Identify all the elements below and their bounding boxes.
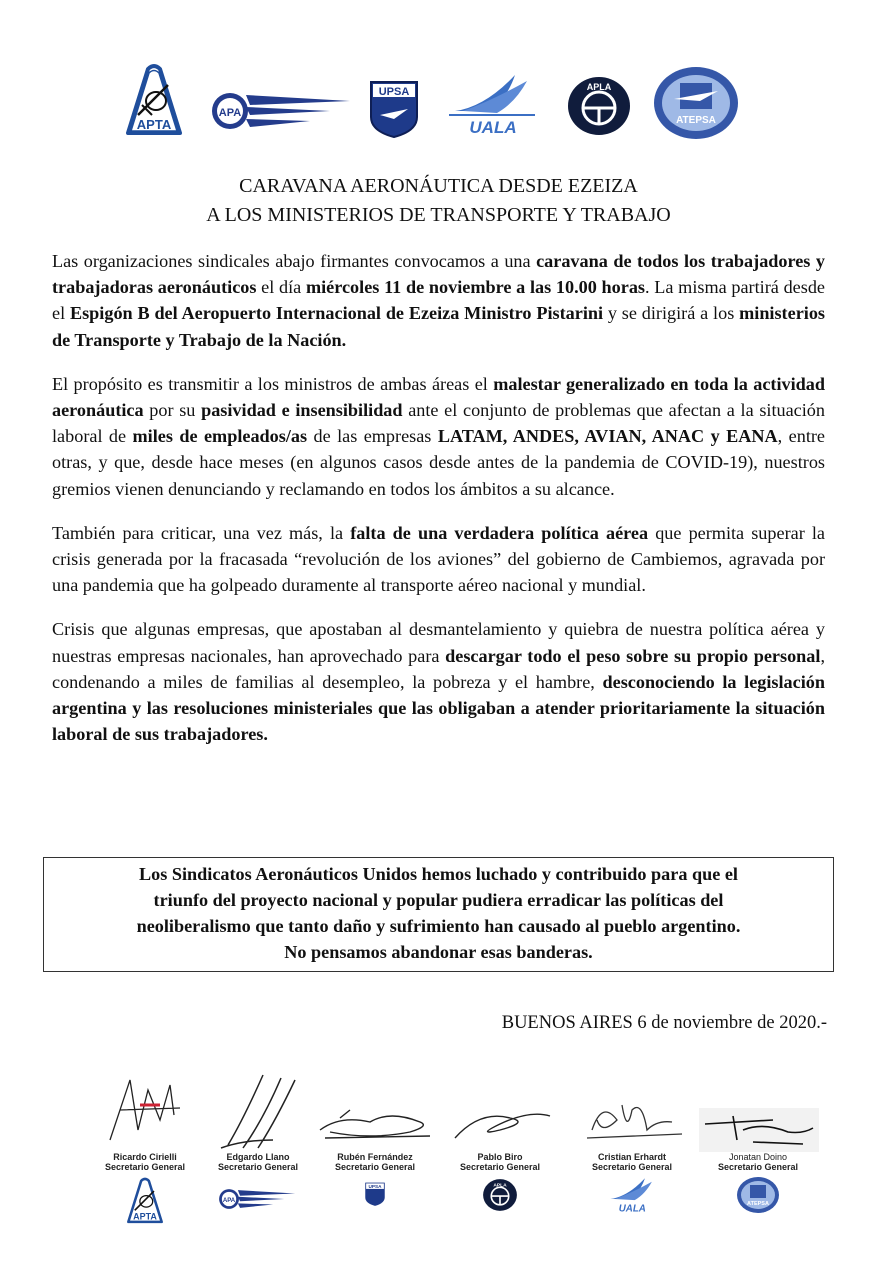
signer-role: Secretario General xyxy=(717,1162,799,1172)
atepsa-small-logo-text: ATEPSA xyxy=(747,1201,769,1207)
statement-line-4: No pensamos abandonar esas banderas. xyxy=(284,942,593,962)
body-run: El propósito es transmitir a los ministros de ambas áreas el xyxy=(52,373,494,394)
body-run: por su xyxy=(143,400,202,421)
apla-logo xyxy=(566,75,632,142)
signer-erhardt xyxy=(562,1060,702,1219)
body-run: ante el conjunto de problemas que afectan a la situación laboral de xyxy=(52,400,825,447)
body-run: . La misma partirá desde el xyxy=(52,277,825,324)
signer-doino xyxy=(688,1060,828,1219)
signer-name: Pablo Biro xyxy=(477,1152,523,1162)
union-logos-row xyxy=(100,55,750,145)
signer-name: Jonatan Doino xyxy=(728,1152,788,1162)
body-text xyxy=(52,248,825,765)
signer-name: Cristian Erhardt xyxy=(597,1152,666,1162)
body-run: de las empresas xyxy=(307,426,438,447)
signer-role: Secretario General xyxy=(459,1162,541,1172)
emphasis-text: pasividad e insensibilidad xyxy=(201,400,403,421)
apta-logo-text: APTA xyxy=(136,117,172,132)
document-title xyxy=(0,172,877,230)
signer-role: Secretario General xyxy=(217,1162,299,1172)
apa-small-logo xyxy=(218,1182,298,1216)
emphasis-text: falta de una verdadera política aérea xyxy=(350,522,649,543)
emphasis-text: caravana de todos los trabajadores y trabajadoras aeronáuticos xyxy=(52,251,825,298)
signer-name: Ricardo Cirielli xyxy=(113,1152,177,1162)
upsa-small-logo-text: UPSA xyxy=(368,1184,382,1190)
apta-small-logo-text: APTA xyxy=(133,1211,157,1222)
signer-biro xyxy=(430,1060,570,1217)
emphasis-text: ministerios de Transporte y Trabajo de la Nación. xyxy=(52,303,825,350)
signer-name: Rubén Fernández xyxy=(337,1152,413,1162)
statement-box xyxy=(43,857,834,972)
statement-line-3: neoliberalismo que tanto daño y sufrimiento han causado al pueblo argentino. xyxy=(136,916,741,936)
signer-role: Secretario General xyxy=(591,1162,673,1172)
paragraph-critica xyxy=(52,520,825,599)
emphasis-text: desconociendo la legislación argentina y las resoluciones ministeriales que las obligaban a atender prioritariamente la situación laboral de sus trabajadores. xyxy=(52,671,825,745)
body-run: que permita superar la crisis generada por la fracasada “revolución de los aviones” del gobierno de Cambiemos, agravada por una pandemia que ha golpeado duramente al transporte aéreo nacional y mundial. xyxy=(52,522,825,596)
emphasis-text: miles de empleados/as xyxy=(132,426,308,447)
uala-small-logo xyxy=(604,1176,660,1214)
signature-fernandez xyxy=(310,1060,440,1152)
signer-name: Edgardo Llano xyxy=(226,1152,290,1162)
apla-small-logo-text: APLA xyxy=(493,1183,507,1189)
body-run: , entre otras, y que, desde hace meses (en algunos casos desde antes de la pandemia de COVID-19), nuestros gremios vienen denunciando y reclamando en todos los ámbitos a su alcance. xyxy=(52,426,825,499)
paragraph-convocatoria xyxy=(52,248,825,353)
uala-logo xyxy=(445,71,540,142)
upsa-small-logo xyxy=(364,1178,386,1210)
signer-fernandez xyxy=(305,1060,445,1215)
atepsa-small-logo xyxy=(736,1176,780,1214)
body-run: y se dirigirá a los xyxy=(603,303,740,324)
signer-role: Secretario General xyxy=(334,1162,416,1172)
body-run: el día xyxy=(256,277,306,298)
date-line: BUENOS AIRES 6 de noviembre de 2020.- xyxy=(501,1013,827,1033)
signature-doino xyxy=(693,1060,823,1152)
body-run: También para criticar, una vez más, la xyxy=(52,522,351,543)
apa-logo-text: APA xyxy=(218,107,242,119)
emphasis-text: malestar generalizado en toda la actividad aeronáutica xyxy=(52,373,825,421)
emphasis-text: miércoles 11 de noviembre a las 10.00 horas xyxy=(305,277,645,298)
apa-small-logo-text: APA xyxy=(222,1197,236,1204)
body-run: , condenando a miles de familias al desempleo, la pobreza y el hambre, xyxy=(52,645,825,692)
body-run: Las organizaciones sindicales abajo firmantes convocamos a una xyxy=(52,251,537,271)
emphasis-text: Espigón B del Aeropuerto Internacional de Ezeiza Ministro Pistarini xyxy=(69,303,604,324)
uala-logo-text: UALA xyxy=(469,118,517,137)
signature-biro xyxy=(440,1060,560,1152)
statement-line-1: Los Sindicatos Aeronáuticos Unidos hemos luchado y contribuido para que el xyxy=(139,864,738,884)
title-line-1: CARAVANA AERONÁUTICA DESDE EZEIZA xyxy=(239,175,638,197)
atepsa-logo xyxy=(652,65,740,146)
body-run: Crisis que algunas empresas, que apostaban al desmantelamiento y quiebra de nuestra política aérea y nuestras empresas nacionales, han aprovechado para xyxy=(52,619,825,666)
apla-small-logo xyxy=(482,1178,518,1212)
apla-logo-text: APLA xyxy=(586,82,612,92)
uala-small-logo-text: UALA xyxy=(618,1203,646,1214)
upsa-logo xyxy=(368,79,420,144)
emphasis-text: LATAM, ANDES, AVIAN, ANAC y EANA xyxy=(437,426,778,447)
upsa-logo-text: UPSA xyxy=(378,86,410,98)
signature-erhardt xyxy=(572,1060,692,1152)
paragraph-proposito xyxy=(52,371,825,502)
signature-llano xyxy=(203,1060,313,1152)
statement-line-2: triunfo del proyecto nacional y popular pudiera erradicar las políticas del xyxy=(153,890,724,910)
signature-cirielli xyxy=(90,1060,200,1152)
title-line-2: A LOS MINISTERIOS DE TRANSPORTE Y TRABAJO xyxy=(206,204,671,226)
apa-logo xyxy=(210,87,355,140)
paragraph-crisis xyxy=(52,616,825,747)
apta-small-logo xyxy=(120,1177,170,1227)
atepsa-logo-text: ATEPSA xyxy=(676,115,716,126)
emphasis-text: descargar todo el peso sobre su propio personal xyxy=(445,645,821,666)
apta-logo xyxy=(118,63,190,146)
signer-role: Secretario General xyxy=(104,1162,186,1172)
